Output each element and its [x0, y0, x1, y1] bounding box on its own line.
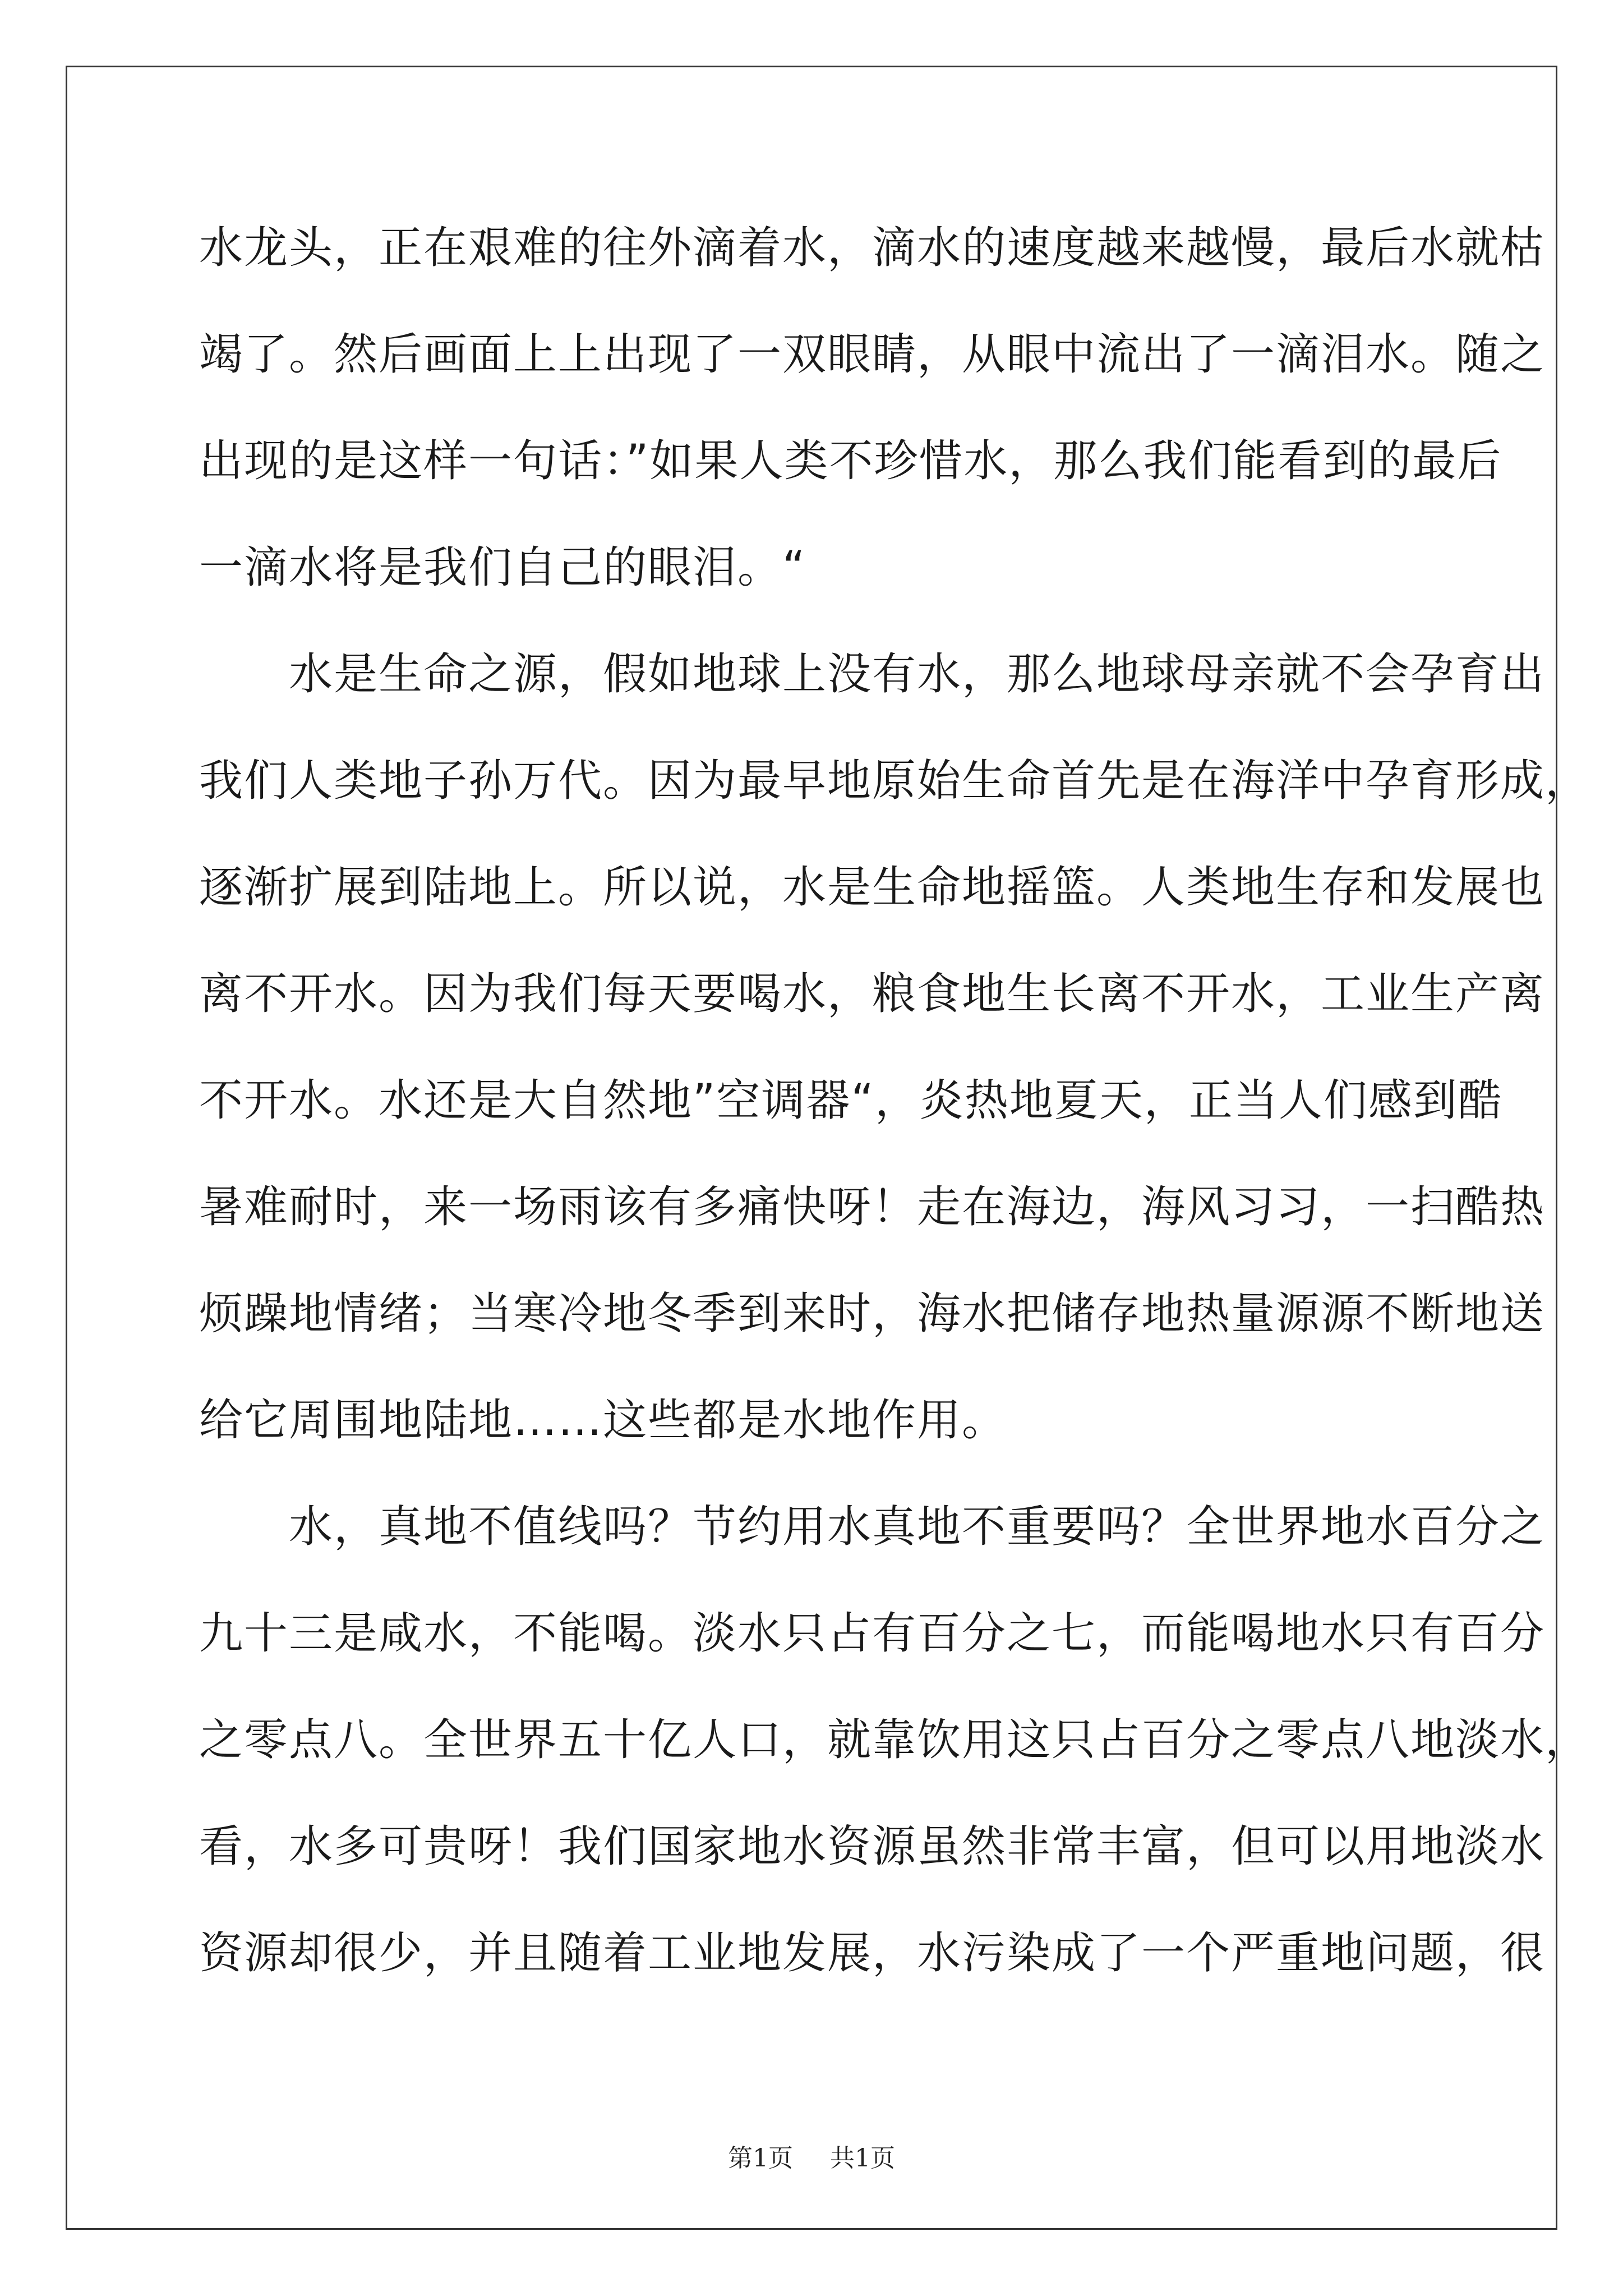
text-line: 水是生命之源，假如地球上没有水，那么地球母亲就不会孕育出: [199, 649, 1546, 700]
text-line: 不开水。水还是大自然地”空调器“，炎热地夏天，正当人们感到酷: [199, 1075, 1503, 1126]
text-line: 之零点八。全世界五十亿人口，就靠饮用这只占百分之零点八地淡水，: [199, 1715, 1590, 1765]
page-number: 第1页: [728, 2144, 793, 2173]
paragraph-3: [199, 1488, 1590, 2021]
text-line: 资源却很少，并且随着工业地发展，水污染成了一个严重地问题，很: [199, 1928, 1546, 1978]
text-line: 水，真地不值线吗？节约用水真地不重要吗？全世界地水百分之: [199, 1502, 1546, 1552]
paragraph-1: [199, 209, 1546, 635]
page-total: 共1页: [830, 2144, 895, 2173]
text-line: 烦躁地情绪；当寒冷地冬季到来时，海水把储存地热量源源不断地送: [199, 1289, 1546, 1339]
text-line: 竭了。然后画面上上出现了一双眼睛，从眼中流出了一滴泪水。随之: [199, 329, 1546, 380]
text-line: 水龙头，正在艰难的往外滴着水，滴水的速度越来越慢，最后水就枯: [199, 223, 1546, 273]
text-line: 九十三是咸水，不能喝。淡水只占有百分之七，而能喝地水只有百分: [199, 1608, 1546, 1659]
text-line: 给它周围地陆地……这些都是水地作用。: [199, 1395, 1007, 1446]
paragraph-2: [199, 635, 1590, 1488]
text-line: 一滴水将是我们自己的眼泪。“: [199, 542, 806, 593]
text-line: 逐渐扩展到陆地上。所以说，水是生命地摇篮。人类地生存和发展也: [199, 862, 1546, 913]
document-body: [199, 209, 1590, 2021]
text-line: 出现的是这样一句话：”如果人类不珍惜水，那么我们能看到的最后: [199, 436, 1502, 486]
text-line: 离不开水。因为我们每天要喝水，粮食地生长离不开水，工业生产离: [199, 969, 1546, 1019]
text-line: 我们人类地子孙万代。因为最早地原始生命首先是在海洋中孕育形成，: [199, 756, 1590, 806]
text-line: 看，水多可贵呀！我们国家地水资源虽然非常丰富，但可以用地淡水: [199, 1821, 1546, 1872]
page-footer: [0, 2142, 1623, 2175]
text-line: 暑难耐时，来一场雨该有多痛快呀！走在海边，海风习习，一扫酷热: [199, 1182, 1546, 1232]
